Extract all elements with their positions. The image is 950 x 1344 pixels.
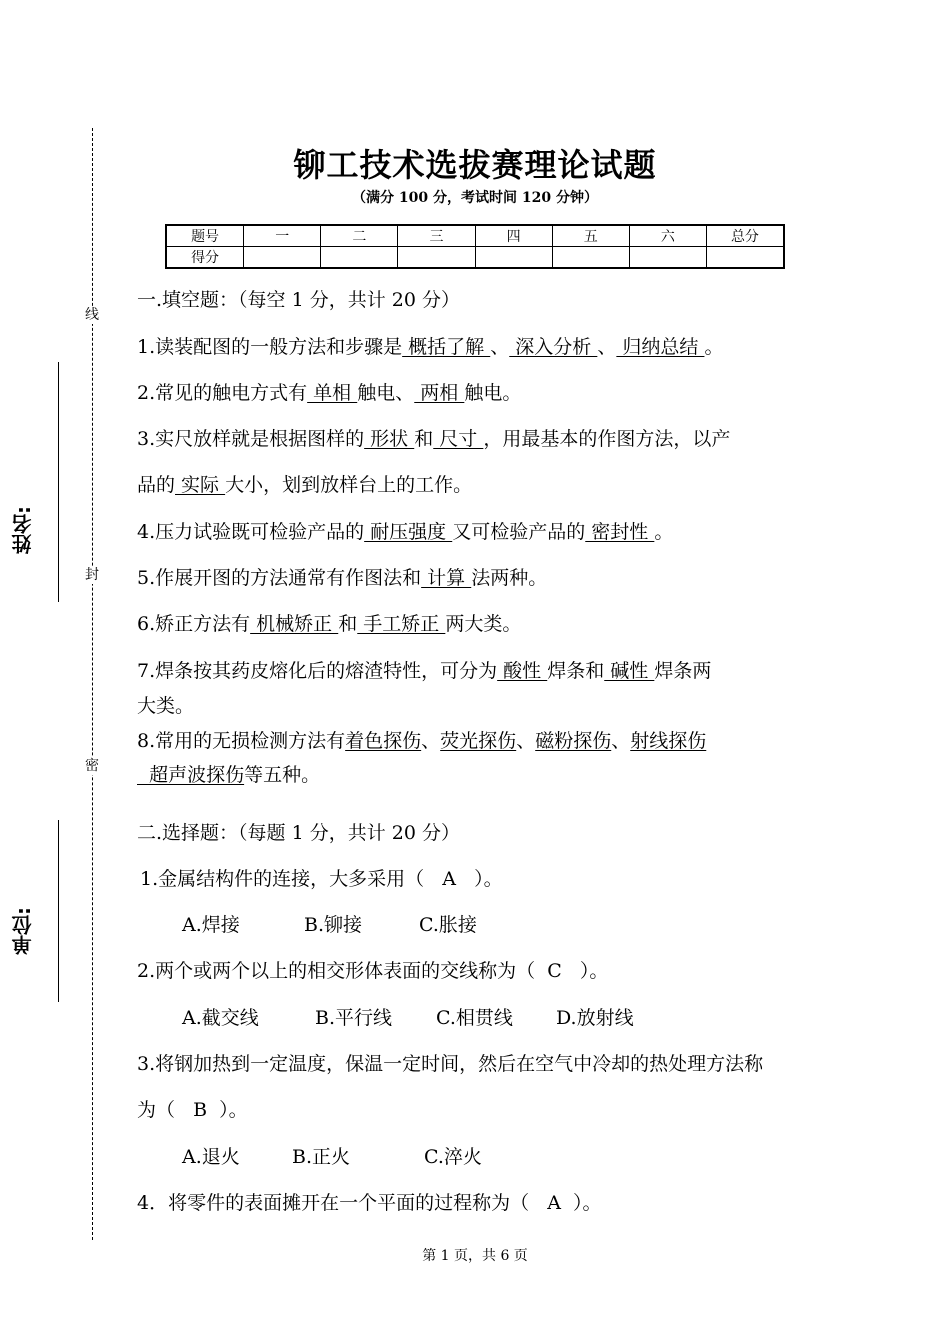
answer-blank: 荧光探伤 [440, 730, 517, 752]
score-input-cell[interactable] [629, 247, 706, 269]
choice-question-3-cont: 为（ B ）。 [137, 1099, 248, 1121]
question-text: 5.作展开图的方法通常有作图法和 [137, 567, 422, 589]
score-input-cell[interactable] [706, 247, 784, 269]
answer-blank: 着色探伤 [345, 730, 422, 752]
seal-char-mi: 密 [85, 758, 99, 774]
answer-blank: 归纳总结 [616, 336, 705, 358]
fill-question-3-cont [137, 471, 472, 499]
fill-question-2 [137, 379, 521, 407]
answer-blank: 形状 [364, 428, 415, 450]
question-text: 焊条和 [547, 660, 605, 682]
score-input-cell[interactable] [475, 247, 552, 269]
exam-subtitle: （满分 100 分，考试时间 120 分钟） [352, 190, 598, 206]
fill-question-3 [137, 425, 730, 453]
answer-blank: 深入分析 [509, 336, 598, 358]
question-text: 。 [654, 521, 674, 543]
answer-blank: 手工矫正 [357, 613, 446, 635]
score-table [165, 224, 785, 269]
question-text: 7.焊条按其药皮熔化后的熔渣特性，可分为 [137, 660, 498, 682]
choice-question-4: 4．将零件的表面摊开在一个平面的过程称为（ A ）。 [137, 1192, 602, 1214]
answer-blank: 概括了解 [402, 336, 491, 358]
score-input-cell[interactable] [244, 247, 321, 269]
choice-option: C.胀接 [419, 914, 477, 936]
question-text: 6.矫正方法有 [137, 613, 251, 635]
answer-blank: 机械矫正 [250, 613, 339, 635]
choice-options-2 [182, 1004, 634, 1032]
question-text: 1.读装配图的一般方法和步骤是 [137, 336, 403, 358]
fill-question-8-cont [137, 761, 320, 789]
score-cell: 五 [552, 225, 629, 247]
choice-option: C.相贯线 [436, 1007, 513, 1029]
score-cell: 二 [321, 225, 398, 247]
fill-question-7 [137, 657, 711, 685]
answer-blank: 单相 [307, 382, 358, 404]
question-text: 大小，划到放样台上的工作。 [225, 474, 473, 496]
choice-option: D.放射线 [556, 1007, 634, 1029]
answer-blank: 密封性 [585, 521, 655, 543]
question-text: 3.实尺放样就是根据图样的 [137, 428, 365, 450]
score-cell: 一 [244, 225, 321, 247]
question-text: 、 [597, 336, 617, 358]
score-input-cell[interactable] [398, 247, 475, 269]
section2-heading: 二.选择题：（每题 1 分，共计 20 分） [137, 822, 460, 844]
question-text: 8.常用的无损检测方法有 [137, 730, 346, 752]
answer-blank: 尺寸 [433, 428, 484, 450]
choice-options-1 [182, 911, 477, 939]
choice-question-1: 1.金属结构件的连接，大多采用（ A ）。 [140, 868, 503, 890]
choice-option: B.正火 [292, 1146, 351, 1168]
fill-question-4 [137, 518, 673, 546]
choice-option: B.平行线 [315, 1007, 393, 1029]
answer-blank: 超声波探伤 [137, 764, 245, 786]
fill-question-1 [137, 333, 723, 361]
question-text: 、 [611, 730, 631, 752]
choice-option: C.淬火 [424, 1146, 482, 1168]
question-text: 和 [414, 428, 434, 450]
question-text: 品的 [137, 474, 176, 496]
score-cell: 三 [398, 225, 475, 247]
choice-question-3: 3.将钢加热到一定温度，保温一定时间，然后在空气中冷却的热处理方法称 [137, 1053, 764, 1075]
seal-char-feng: 封 [85, 567, 99, 583]
unit-rule [58, 820, 59, 1002]
section1-heading: 一.填空题：（每空 1 分，共计 20 分） [137, 289, 460, 311]
question-text: 触电。 [464, 382, 522, 404]
seal-char-xian: 线 [85, 307, 99, 323]
answer-blank: 两相 [414, 382, 465, 404]
page-footer: 第 1 页，共 6 页 [422, 1248, 528, 1264]
choice-option: A.退火 [182, 1146, 240, 1168]
score-input-cell[interactable] [552, 247, 629, 269]
fill-question-5 [137, 564, 547, 592]
choice-option: A.焊接 [182, 914, 240, 936]
answer-blank: 实际 [175, 474, 226, 496]
question-text: 、 [421, 730, 441, 752]
question-text: 。 [704, 336, 724, 358]
fill-question-8 [137, 727, 706, 755]
exam-title: 铆工技术选拔赛理论试题 [293, 146, 657, 184]
answer-blank: 耐压强度 [364, 521, 453, 543]
score-table-header-row [166, 225, 784, 247]
question-text: 触电、 [357, 382, 415, 404]
question-text: 、 [516, 730, 536, 752]
fill-question-6 [137, 610, 521, 638]
answer-blank: 磁粉探伤 [535, 730, 612, 752]
score-cell: 总分 [706, 225, 784, 247]
answer-blank: 酸性 [497, 660, 548, 682]
question-text: 4.压力试验既可检验产品的 [137, 521, 365, 543]
choice-question-2: 2.两个或两个以上的相交形体表面的交线称为（ C ）。 [137, 960, 609, 982]
choice-options-3 [182, 1143, 482, 1171]
score-table-score-row [166, 247, 784, 269]
score-cell: 得分 [166, 247, 244, 269]
name-label: 姓名: [11, 506, 35, 554]
question-text: 2.常见的触电方式有 [137, 382, 308, 404]
question-text: 两大类。 [445, 613, 522, 635]
question-text: 和 [338, 613, 358, 635]
score-cell: 六 [629, 225, 706, 247]
binding-dashed-line [92, 128, 93, 1240]
score-cell: 题号 [166, 225, 244, 247]
unit-label: 单位: [11, 907, 35, 955]
name-rule [58, 362, 59, 602]
question-text: ，用最基本的作图方法，以产 [483, 428, 731, 450]
question-text: 焊条两 [654, 660, 712, 682]
answer-blank: 计算 [421, 567, 472, 589]
question-text: 法两种。 [471, 567, 548, 589]
score-cell: 四 [475, 225, 552, 247]
question-text: 等五种。 [244, 764, 321, 786]
question-text: 、 [490, 336, 510, 358]
choice-option: B.铆接 [304, 914, 363, 936]
fill-question-7-cont: 大类。 [137, 695, 195, 717]
answer-blank: 碱性 [604, 660, 655, 682]
answer-blank: 射线探伤 [630, 730, 707, 752]
score-input-cell[interactable] [321, 247, 398, 269]
choice-option: A.截交线 [182, 1007, 259, 1029]
question-text: 又可检验产品的 [452, 521, 586, 543]
